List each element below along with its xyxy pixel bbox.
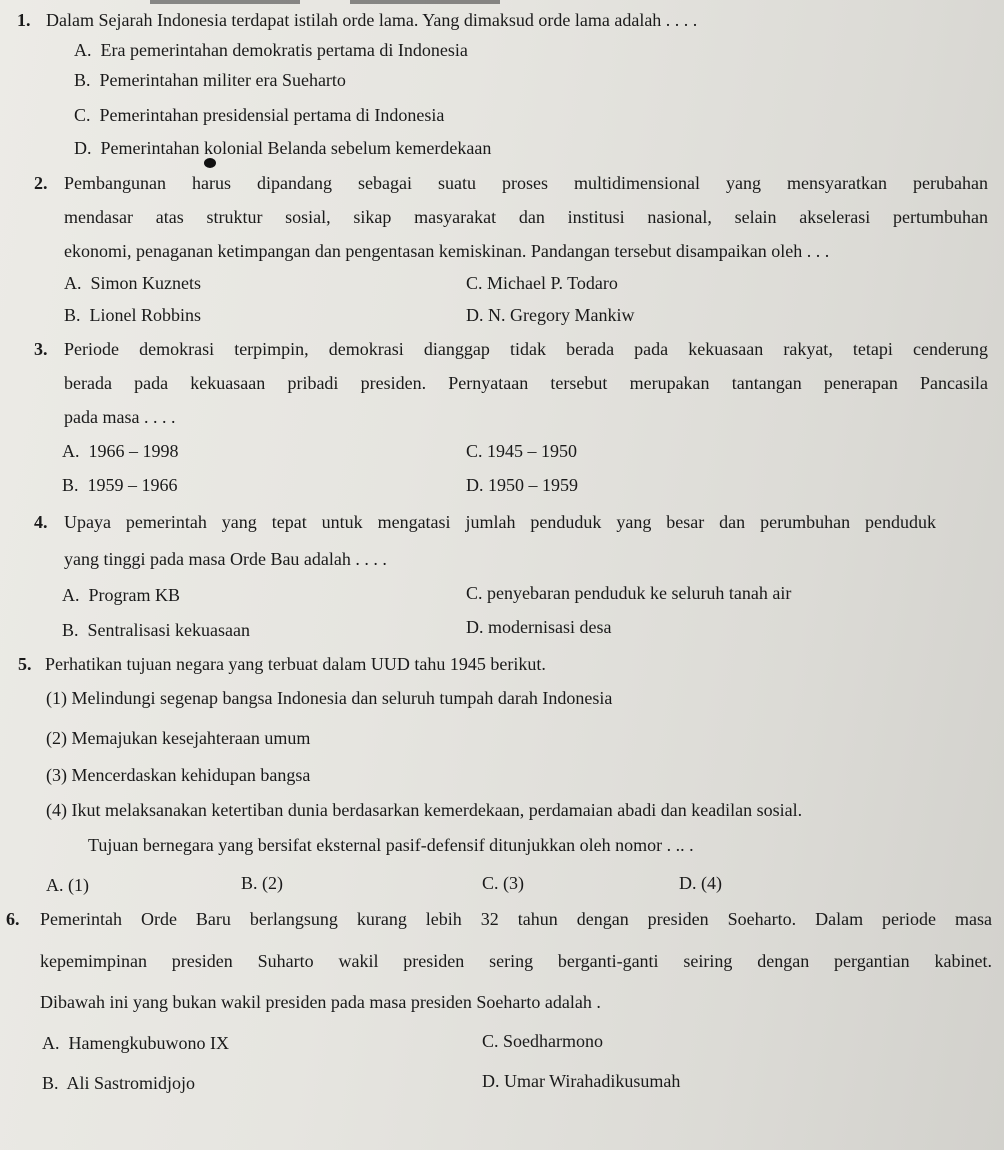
q6-option-d [482, 1070, 680, 1092]
q4-option-d [466, 616, 611, 638]
q6-option-c-letter: C. [482, 1031, 499, 1051]
q4-option-b [62, 619, 250, 641]
q5-option-b: B. (2) [241, 873, 283, 893]
q1-option-b-letter: B. [74, 70, 91, 90]
ink-dot [204, 158, 216, 168]
q1-option-d [74, 137, 491, 159]
q6-option-b-letter: B. [42, 1073, 59, 1093]
q6-option-c-text: Soedharmono [503, 1031, 603, 1051]
q3-option-a-letter: A. [62, 441, 80, 461]
q2-option-a [64, 272, 201, 294]
q3-option-d [466, 474, 578, 496]
q1-option-b [74, 69, 346, 91]
q6-option-b [42, 1072, 195, 1094]
q1-option-a-text: Era pemerintahan demokratis pertama di Indonesia [100, 40, 468, 60]
q6-option-b-text: Ali Sastromidjojo [66, 1073, 196, 1093]
q6-option-a [42, 1032, 229, 1054]
q4-line-2: yang tinggi pada masa Orde Bau adalah . . . . [64, 549, 387, 569]
q5-prompt: Tujuan bernegara yang bersifat eksternal pasif-defensif ditunjukkan oleh nomor . .. . [88, 835, 694, 855]
q6-option-d-text: Umar Wirahadikusumah [504, 1071, 681, 1091]
q2-option-c [466, 272, 618, 294]
q6-line-3: Dibawah ini yang bukan wakil presiden pada masa presiden Soeharto adalah . [40, 992, 601, 1012]
q6-line-1: Pemerintah Orde Baru berlangsung kurang lebih 32 tahun dengan presiden Soeharto. Dalam periode masa [40, 909, 992, 929]
q2-line-1: Pembangunan harus dipandang sebagai suatu proses multidimensional yang mensyaratkan perubahan [64, 173, 988, 193]
q5-item-3: (3) Mencerdaskan kehidupan bangsa [46, 765, 311, 785]
q4-option-d-letter: D. [466, 617, 484, 637]
q3-line-3: pada masa . . . . [64, 407, 176, 427]
q4-option-a-text: Program KB [88, 585, 180, 605]
q4-number: 4. [34, 512, 48, 532]
q6-line-2: kepemimpinan presiden Suharto wakil presiden sering berganti-ganti seiring dengan pergantian kabinet. [40, 951, 992, 971]
q1-number: 1. [17, 10, 31, 30]
q1-option-c-text: Pemerintahan presidensial pertama di Indonesia [99, 105, 445, 125]
q1-option-d-letter: D. [74, 138, 92, 158]
q1-option-d-text: Pemerintahan kolonial Belanda sebelum kemerdekaan [100, 138, 492, 158]
top-edge-shadow [150, 0, 650, 4]
q1-option-c-letter: C. [74, 105, 91, 125]
q3-option-b-text: 1959 – 1966 [87, 475, 178, 495]
q1-option-b-text: Pemerintahan militer era Sueharto [99, 70, 346, 90]
q4-option-b-letter: B. [62, 620, 79, 640]
q4-option-b-text: Sentralisasi kekuasaan [87, 620, 250, 640]
q1-option-a [74, 39, 468, 61]
q4-option-c-letter: C. [466, 583, 483, 603]
q5-item-2: (2) Memajukan kesejahteraan umum [46, 728, 311, 748]
q3-line-1: Periode demokrasi terpimpin, demokrasi dianggap tidak berada pada kekuasaan rakyat, tetapi cenderung [64, 339, 988, 359]
q3-line-2: berada pada kekuasaan pribadi presiden. Pernyataan tersebut merupakan tantangan penerapan Pancasila [64, 373, 988, 393]
q1-option-a-letter: A. [74, 40, 92, 60]
q2-option-b [64, 304, 201, 326]
q3-option-d-letter: D. [466, 475, 484, 495]
q3-option-c-text: 1945 – 1950 [487, 441, 578, 461]
q1-text: Dalam Sejarah Indonesia terdapat istilah orde lama. Yang dimaksud orde lama adalah . . . . [46, 10, 698, 30]
q4-option-c-text: penyebaran penduduk ke seluruh tanah air [487, 583, 792, 603]
q2-option-b-letter: B. [64, 305, 81, 325]
q2-number: 2. [34, 173, 48, 193]
q3-option-b-letter: B. [62, 475, 79, 495]
q2-option-a-letter: A. [64, 273, 82, 293]
q2-option-d-text: N. Gregory Mankiw [488, 305, 635, 325]
q2-option-a-text: Simon Kuznets [90, 273, 201, 293]
q2-line-3: ekonomi, penaganan ketimpangan dan pengentasan kemiskinan. Pandangan tersebut disampaikan oleh . . . [64, 241, 830, 261]
q1-option-c [74, 104, 444, 126]
q3-option-c-letter: C. [466, 441, 483, 461]
q3-option-a-text: 1966 – 1998 [88, 441, 179, 461]
q2-option-d [466, 304, 634, 326]
q2-option-c-letter: C. [466, 273, 483, 293]
q6-option-a-letter: A. [42, 1033, 60, 1053]
q5-option-a: A. (1) [46, 875, 89, 895]
q4-option-a [62, 584, 180, 606]
q5-item-1: (1) Melindungi segenap bangsa Indonesia dan seluruh tumpah darah Indonesia [46, 688, 613, 708]
q4-option-c [466, 582, 791, 604]
q5-text: Perhatikan tujuan negara yang terbuat dalam UUD tahu 1945 berikut. [45, 654, 546, 674]
q4-line-1: Upaya pemerintah yang tepat untuk mengatasi jumlah penduduk yang besar dan perumbuhan penduduk [64, 512, 936, 532]
q3-option-d-text: 1950 – 1959 [488, 475, 578, 495]
q6-option-d-letter: D. [482, 1071, 500, 1091]
q5-item-4: (4) Ikut melaksanakan ketertiban dunia berdasarkan kemerdekaan, perdamaian abadi dan keadilan sosial. [46, 800, 803, 820]
q2-line-2: mendasar atas struktur sosial, sikap masyarakat dan institusi nasional, selain akselerasi pertumbuhan [64, 207, 988, 227]
q4-option-d-text: modernisasi desa [488, 617, 612, 637]
q3-option-b [62, 474, 178, 496]
q5-option-c: C. (3) [482, 873, 524, 893]
q6-option-c [482, 1030, 603, 1052]
q6-option-a-text: Hamengkubuwono IX [68, 1033, 229, 1053]
q3-number: 3. [34, 339, 48, 359]
q3-option-c [466, 440, 577, 462]
q5-option-d: D. (4) [679, 873, 722, 893]
q2-option-c-text: Michael P. Todaro [487, 273, 618, 293]
q4-option-a-letter: A. [62, 585, 80, 605]
q2-option-b-text: Lionel Robbins [89, 305, 202, 325]
q3-option-a [62, 440, 179, 462]
q2-option-d-letter: D. [466, 305, 484, 325]
q5-number: 5. [18, 654, 32, 674]
q6-number: 6. [6, 909, 20, 929]
